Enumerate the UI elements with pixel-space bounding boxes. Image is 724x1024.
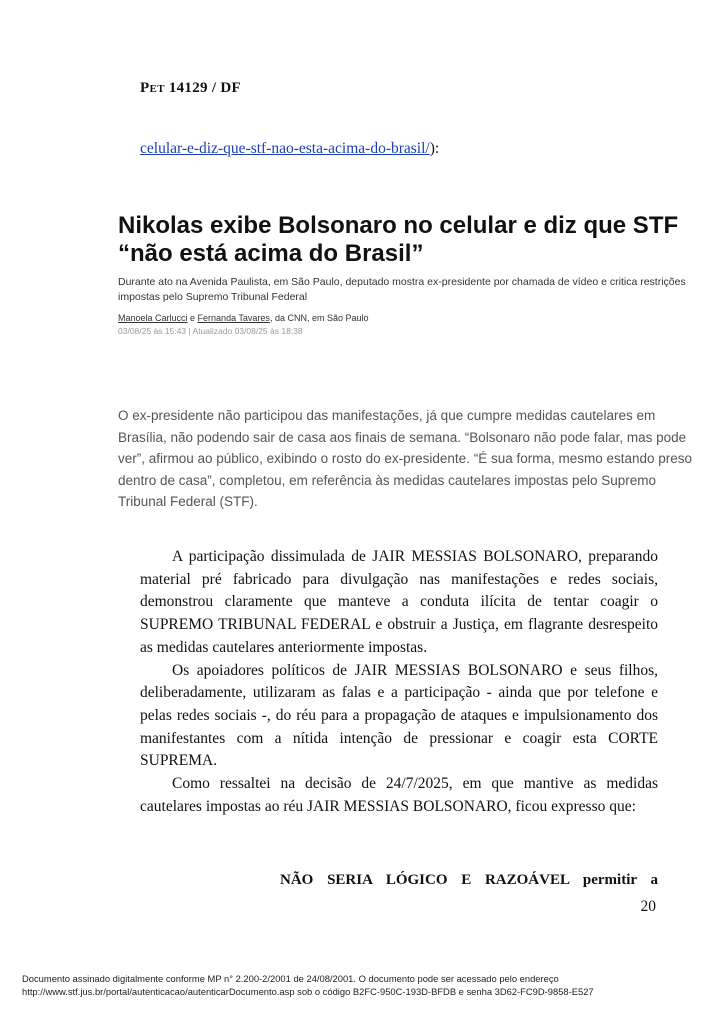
link-suffix: ):	[429, 140, 440, 157]
header-prefix: Pet	[140, 80, 165, 96]
page-number: 20	[640, 898, 656, 915]
body-paragraph-1: A participação dissimulada de JAIR MESSIAS BOLSONARO, preparando material pré fabricado para divulgação nas manifestações e redes sociais, demonstrou claramente que manteve a conduta ilícita de tentar coagir o SUPREMO TRIBUNAL FEDERAL e obstruir a Justiça, em flagrante desrespeito as medidas cautelares anteriormente impostas.	[140, 548, 658, 656]
signature-footer	[22, 972, 712, 998]
header-number: 14129 / DF	[168, 80, 241, 96]
footer-line-1: Documento assinado digitalmente conforme MP n° 2.200-2/2001 de 24/08/2001. O documento pode ser acessado pelo endereço	[22, 973, 559, 984]
link-line	[140, 140, 439, 158]
body-text	[140, 546, 658, 818]
author-link-2[interactable]: Fernanda Tavares	[197, 313, 270, 323]
article-link[interactable]: celular-e-diz-que-stf-nao-esta-acima-do-brasil/	[140, 140, 430, 157]
page-header	[140, 80, 241, 97]
author-suffix: , da CNN, em São Paulo	[269, 313, 369, 323]
article-quote: O ex-presidente não participou das manifestações, já que cumpre medidas cautelares em Brasília, não podendo sair de casa aos finais de semana. “Bolsonaro não pode falar, mas pode ver”, afirmou ao público, exibindo o rosto do ex-presidente. “É sua forma, mesmo estando preso dentro de casa”, completou, em referência às medidas cautelares impostas pelo Supremo Tribunal Federal (STF).	[118, 408, 693, 509]
author-link-1[interactable]: Manoela Carlucci	[118, 313, 188, 323]
article-headline: Nikolas exibe Bolsonaro no celular e diz que STF “não está acima do Brasil”	[118, 212, 679, 267]
final-line: NÃO SERIA LÓGICO E RAZOÁVEL permitir a	[280, 872, 658, 888]
article-subhead: Durante ato na Avenida Paulista, em São Paulo, deputado mostra ex-presidente por chamada de vídeo e critica restrições impostas pelo Supremo Tribunal Federal	[118, 276, 686, 303]
body-paragraph-2: Os apoiadores políticos de JAIR MESSIAS BOLSONARO e seus filhos, deliberadamente, utilizaram as falas e a participação - ainda que por telefone e pelas redes sociais -, do réu para a propagação de ataques e impulsionamento dos manifestantes com a nítida intenção de pressionar e coagir esta CORTE SUPREMA.	[140, 661, 658, 770]
article-authors	[118, 313, 369, 323]
article-dates: 03/08/25 às 15:43 | Atualizado 03/08/25 às 18:38	[118, 326, 303, 336]
footer-line-2: http://www.stf.jus.br/portal/autenticacao/autenticarDocumento.asp sob o código B2FC-950C-193D-BFDB e senha 3D62-FC9D-9858-E527	[22, 986, 594, 997]
author-separator: e	[187, 313, 198, 323]
body-paragraph-3: Como ressaltei na decisão de 24/7/2025, em que mantive as medidas cautelares impostas ao réu JAIR MESSIAS BOLSONARO, ficou expresso que:	[140, 775, 658, 815]
